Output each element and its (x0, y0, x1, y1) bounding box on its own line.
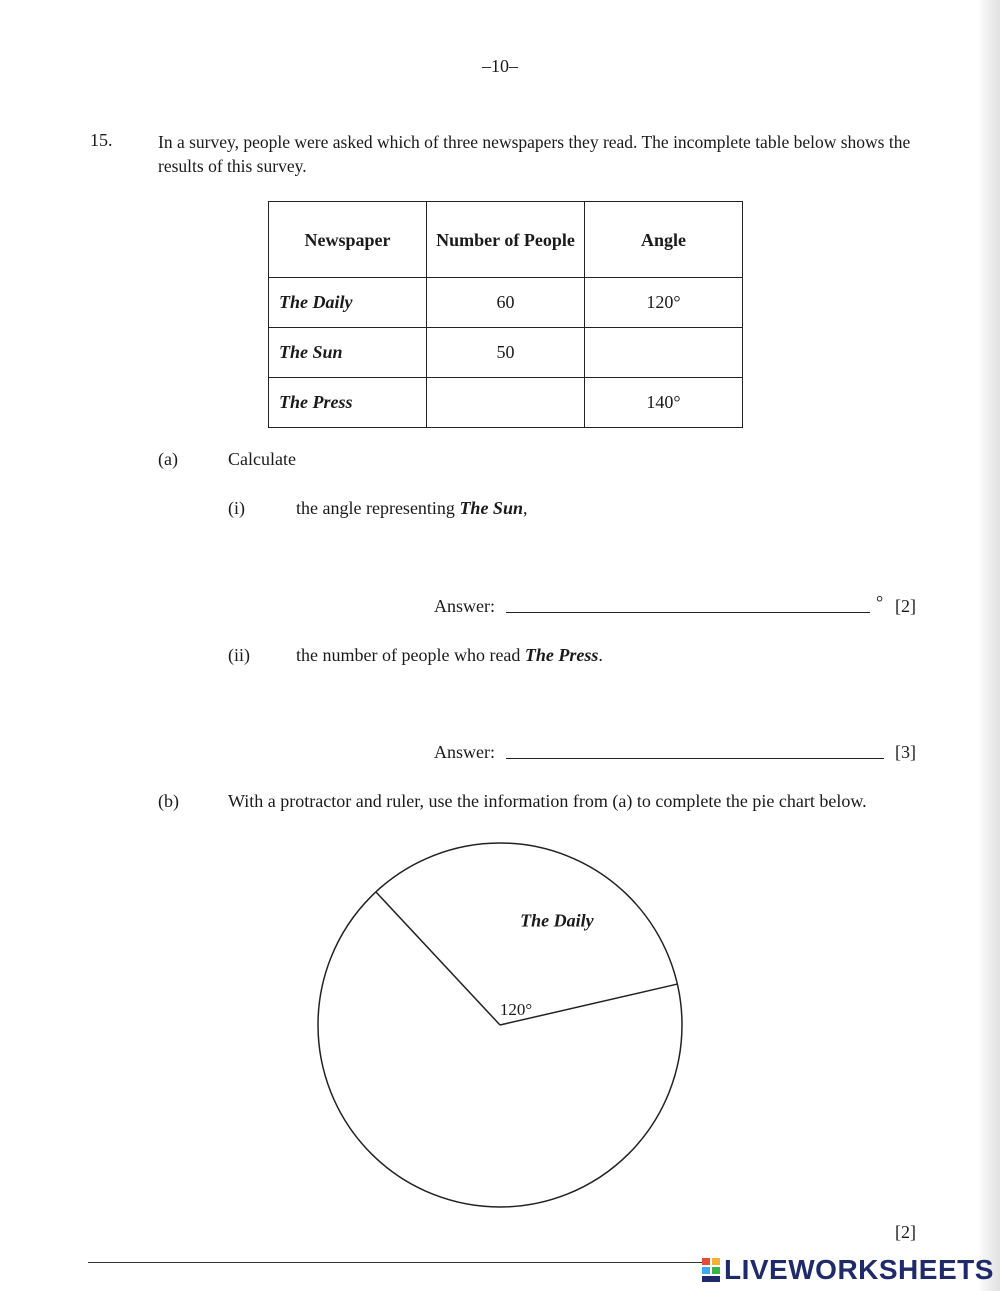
header-number-of-people: Number of People (427, 202, 585, 278)
answer-line-a-ii[interactable] (506, 757, 884, 759)
header-angle: Angle (585, 202, 743, 278)
part-a-i-text-after: , (522, 498, 528, 518)
cell-people-blank[interactable] (427, 378, 585, 428)
part-a-instruction: Calculate (228, 449, 296, 469)
cell-people: 50 (427, 328, 585, 378)
part-a-ii-emphasis: The Press (524, 645, 599, 665)
table-row (269, 328, 743, 378)
table-header-row (269, 202, 743, 278)
marks-a-ii: [3] (895, 742, 916, 762)
part-a-label: (a) (158, 449, 178, 469)
part-b-label: (b) (158, 791, 179, 811)
cell-newspaper: The Press (269, 378, 427, 428)
footer-rule (88, 1262, 703, 1263)
table-row (269, 278, 743, 328)
marks-b: [2] (895, 1222, 916, 1242)
table-row (269, 378, 743, 428)
part-a-ii-label: (ii) (228, 645, 250, 665)
pie-angle-label: 120° (499, 1000, 533, 1019)
part-a-i-text (296, 498, 527, 519)
survey-table (268, 201, 743, 428)
header-newspaper: Newspaper (269, 202, 427, 278)
cell-newspaper: The Sun (269, 328, 427, 378)
question-text: In a survey, people were asked which of three newspapers they read. The incomplete table below shows the results of this survey. (158, 132, 911, 176)
part-a-i-label: (i) (228, 498, 245, 518)
part-a-i-text-before: the angle representing (296, 498, 460, 518)
pie-slice-label-the-daily: The Daily (520, 910, 594, 931)
answer-label-a-i: Answer: (434, 596, 495, 616)
part-a-i-emphasis: The Sun (459, 498, 523, 518)
liveworksheets-logo-icon (702, 1258, 720, 1282)
pie-radius-line (376, 892, 500, 1025)
question-number: 15. (90, 130, 113, 150)
part-a-ii-text-after: . (598, 645, 603, 665)
cell-people: 60 (427, 278, 585, 328)
answer-line-a-i[interactable] (506, 611, 870, 613)
marks-a-i: [2] (895, 596, 916, 616)
scan-edge-shadow (978, 0, 1000, 1291)
cell-newspaper: The Daily (269, 278, 427, 328)
liveworksheets-logo (702, 1254, 994, 1286)
page-number: –10– (482, 56, 518, 76)
pie-chart (300, 825, 720, 1225)
part-a-ii-text (296, 645, 603, 666)
part-a-ii-text-before: the number of people who read (296, 645, 525, 665)
cell-angle: 120° (585, 278, 743, 328)
cell-angle: 140° (585, 378, 743, 428)
answer-label-a-ii: Answer: (434, 742, 495, 762)
degree-unit: ° (876, 592, 884, 612)
liveworksheets-brand: LIVEWORKSHEETS (724, 1254, 994, 1285)
cell-angle-blank[interactable] (585, 328, 743, 378)
part-b-text: With a protractor and ruler, use the information from (a) to complete the pie chart below. (228, 791, 867, 811)
